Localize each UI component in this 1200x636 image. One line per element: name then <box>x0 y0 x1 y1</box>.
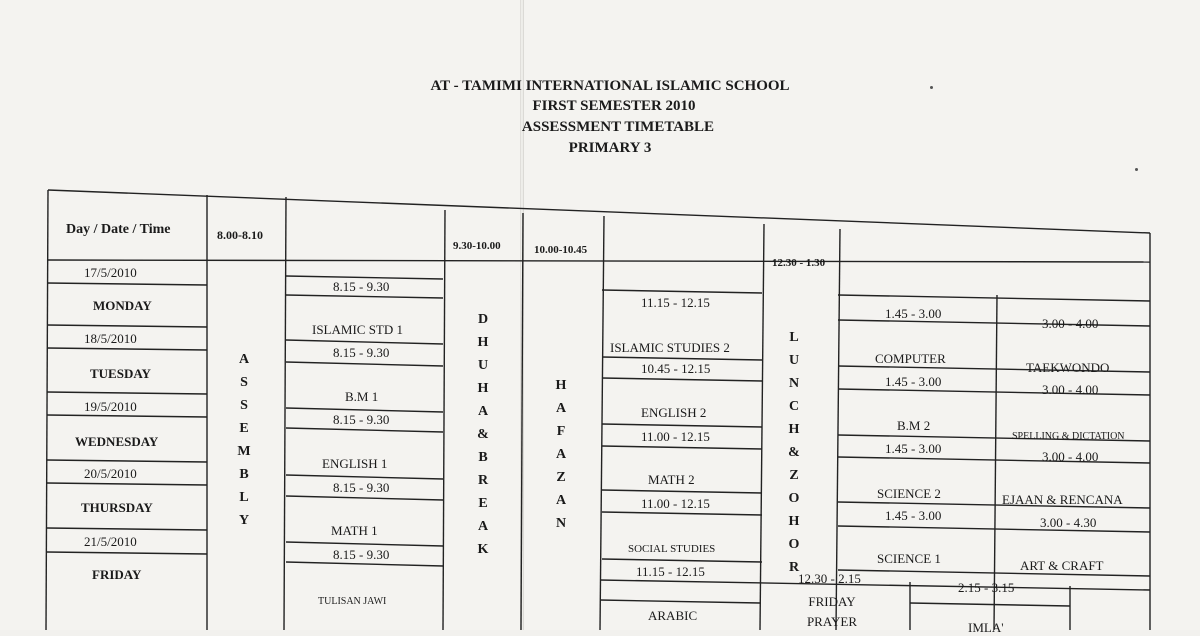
time-c-wednesday: 1.45 - 3.00 <box>885 441 942 456</box>
vertical-letter: S <box>240 398 248 413</box>
vertical-letter: A <box>555 401 567 416</box>
subject-a-tuesday: B.M 1 <box>345 389 379 404</box>
vertical-letter: A <box>477 404 489 419</box>
subject-d-friday: IMLA' <box>968 620 1004 635</box>
time-c-thursday: 1.45 - 3.00 <box>885 508 942 523</box>
vertical-letter: O <box>788 537 800 552</box>
time-d-tuesday: 3.00 - 4.00 <box>1042 382 1099 397</box>
time-c-monday: 1.45 - 3.00 <box>885 306 942 321</box>
vertical-letter: O <box>788 491 800 506</box>
date-monday: 17/5/2010 <box>84 265 137 280</box>
vertical-letter: K <box>477 542 489 557</box>
school-name: AT - TAMIMI INTERNATIONAL ISLAMIC SCHOOL <box>430 78 790 94</box>
vertical-letter: Z <box>789 468 799 483</box>
vertical-letter: A <box>555 493 567 508</box>
header-slot-6: 12.30 - 1.30 <box>772 257 826 269</box>
vertical-letter: H <box>477 381 489 396</box>
time-b-friday: 11.15 - 12.15 <box>636 564 705 579</box>
time-b-monday: 11.15 - 12.15 <box>641 295 710 310</box>
time-d-friday: 2.15 - 3.15 <box>958 580 1015 595</box>
vertical-letter: S <box>240 375 248 390</box>
vertical-letter: Z <box>556 470 566 485</box>
vertical-letter: M <box>237 444 251 459</box>
vertical-letter: A <box>238 352 250 367</box>
assembly-label <box>234 348 254 532</box>
date-friday: 21/5/2010 <box>84 534 137 549</box>
time-a-wednesday: 8.15 - 9.30 <box>333 412 390 427</box>
time-c-friday: 12.30 - 2.15 <box>798 571 861 586</box>
vertical-letter: E <box>239 421 249 436</box>
vertical-letter: E <box>478 496 488 511</box>
vertical-letter: C <box>788 399 800 414</box>
subject-b-friday: ARABIC <box>648 608 698 623</box>
header-day-date-time: Day / Date / Time <box>66 222 171 237</box>
time-b-tuesday: 10.45 - 12.15 <box>641 361 711 376</box>
vertical-letter: Y <box>238 513 250 528</box>
time-d-wednesday: 3.00 - 4.00 <box>1042 449 1099 464</box>
semester-title: FIRST SEMESTER 2010 <box>532 98 696 114</box>
subject-c-wednesday: SCIENCE 2 <box>877 486 941 501</box>
dhuha-break-label <box>473 308 493 561</box>
time-a-monday: 8.15 - 9.30 <box>333 279 390 294</box>
scan-speck <box>1135 168 1138 171</box>
subject-b-wednesday: MATH 2 <box>648 472 695 487</box>
vertical-letter: H <box>477 335 489 350</box>
date-thursday: 20/5/2010 <box>84 466 137 481</box>
subject-b-tuesday: ENGLISH 2 <box>641 405 707 420</box>
vertical-letter: & <box>477 427 489 442</box>
header-slot-4: 10.00-10.45 <box>534 244 588 256</box>
subject-a-thursday: MATH 1 <box>331 523 378 538</box>
day-wednesday: WEDNESDAY <box>75 434 159 449</box>
subject-a-friday: TULISAN JAWI <box>318 596 387 607</box>
subject-c-monday: COMPUTER <box>875 351 946 366</box>
day-monday: MONDAY <box>93 298 152 313</box>
day-tuesday: TUESDAY <box>90 366 151 381</box>
time-a-tuesday: 8.15 - 9.30 <box>333 345 390 360</box>
vertical-letter: R <box>477 473 489 488</box>
hafazan-label <box>551 374 571 535</box>
vertical-letter: R <box>788 560 800 575</box>
subject-d-monday: TAEKWONDO <box>1026 360 1110 375</box>
date-tuesday: 18/5/2010 <box>84 331 137 346</box>
vertical-letter: H <box>555 378 567 393</box>
subject-d-wednesday: EJAAN & RENCANA <box>1002 492 1123 507</box>
time-a-thursday: 8.15 - 9.30 <box>333 480 390 495</box>
vertical-letter: H <box>788 514 800 529</box>
vertical-letter: F <box>556 424 566 439</box>
vertical-letter: D <box>477 312 489 327</box>
time-d-thursday: 3.00 - 4.30 <box>1040 515 1097 530</box>
vertical-letter: B <box>239 467 249 482</box>
subject-d-tuesday: SPELLING & DICTATION <box>1012 431 1125 442</box>
lunch-zohor-label <box>784 326 804 579</box>
vertical-letter: U <box>788 353 800 368</box>
timetable-title: ASSESSMENT TIMETABLE <box>521 119 715 135</box>
vertical-letter: L <box>789 330 799 345</box>
date-wednesday: 19/5/2010 <box>84 399 137 414</box>
subject-a-monday: ISLAMIC STD 1 <box>312 322 404 337</box>
scan-speck <box>930 86 933 89</box>
vertical-letter: U <box>477 358 489 373</box>
day-thursday: THURSDAY <box>81 500 153 515</box>
header-slot-1: 8.00-8.10 <box>217 228 263 242</box>
vertical-letter: N <box>555 516 567 531</box>
subject-a-wednesday: ENGLISH 1 <box>322 456 388 471</box>
time-a-friday: 8.15 - 9.30 <box>333 547 390 562</box>
time-b-thursday: 11.00 - 12.15 <box>641 496 710 511</box>
vertical-letter: A <box>555 447 567 462</box>
subject-d-thursday: ART & CRAFT <box>1020 558 1104 573</box>
vertical-letter: N <box>788 376 800 391</box>
vertical-letter: B <box>478 450 488 465</box>
time-b-wednesday: 11.00 - 12.15 <box>641 429 710 444</box>
vertical-letter: A <box>477 519 489 534</box>
subject-b-monday: ISLAMIC STUDIES 2 <box>610 340 730 355</box>
subject-c-friday: FRIDAY PRAYER <box>806 594 858 629</box>
vertical-letter: L <box>239 490 249 505</box>
subject-b-thursday: SOCIAL STUDIES <box>628 543 716 555</box>
time-c-tuesday: 1.45 - 3.00 <box>885 374 942 389</box>
subject-c-thursday: SCIENCE 1 <box>877 551 941 566</box>
header-slot-3: 9.30-10.00 <box>453 240 501 252</box>
subject-c-tuesday: B.M 2 <box>897 418 931 433</box>
level-title: PRIMARY 3 <box>568 140 652 156</box>
vertical-letter: & <box>788 445 800 460</box>
vertical-letter: H <box>788 422 800 437</box>
time-d-monday: 3.00 - 4.00 <box>1042 316 1099 331</box>
day-friday: FRIDAY <box>92 567 142 582</box>
